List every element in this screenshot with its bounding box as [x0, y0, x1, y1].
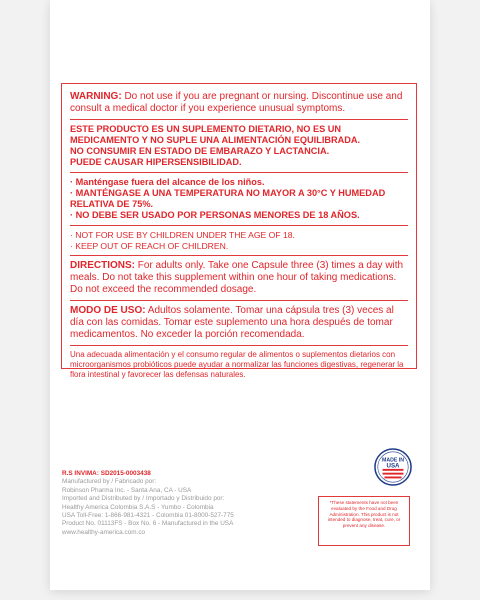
- spanish-line: NO CONSUMIR EN ESTADO DE EMBARAZO Y LACTANCIA.: [70, 146, 330, 156]
- probiotic-note: Una adecuada alimentación y el consumo regular de alimentos o suplementos dietarios con microorganismos probióticos puede ayudar a normalizar las funciones digestivas, regenerar la flora intestinal y favorecer las defensas naturales.: [70, 350, 404, 379]
- storage-section: [70, 177, 408, 226]
- warning-text: Do not use if you are pregnant or nursing. Discontinue use and consult a medical doctor if you experience unusual symptoms.: [70, 91, 403, 114]
- manufacturer-line: Product No. 01113FS - Box No. 6 - Manufactured in the USA: [62, 520, 234, 528]
- children-section: [70, 230, 408, 256]
- warning-panel: [61, 83, 417, 379]
- children-line: · KEEP OUT OF REACH OF CHILDREN.: [70, 240, 229, 251]
- storage-line: · NO DEBE SER USADO POR PERSONAS MENORES DE 18 AÑOS.: [70, 210, 360, 220]
- spanish-line: PUEDE CAUSAR HIPERSENSIBILIDAD.: [70, 157, 242, 167]
- manufacturer-line: Imported and Distributed by / Importado y Distribuido por:: [62, 495, 225, 503]
- warning-section: [70, 91, 408, 120]
- seal-line1: MADE IN: [381, 457, 405, 464]
- storage-line: · Manténgase fuera del alcance de los niños.: [70, 177, 265, 187]
- fda-disclaimer: *These statements have not been evaluated by the Food and Drug Administration. This product is not intended to diagnose, treat, cure, or prevent any disease.: [318, 496, 410, 546]
- manufacturer-line: Manufactured by / Fabricado por:: [62, 478, 157, 486]
- invima-registration: R.S INVIMA: SD2015-0003438: [62, 470, 151, 477]
- manufacturer-line: USA Toll-Free: 1-866-981-4321 - Colombia 01-8000-527-775: [62, 512, 234, 520]
- directions-section: [70, 260, 408, 301]
- modo-label: MODO DE USO:: [70, 305, 146, 316]
- manufacturer-line: Robinson Pharma Inc. - Santa Ana, CA - USA: [62, 486, 192, 494]
- spanish-warning-section: [70, 124, 408, 173]
- children-line: · NOT FOR USE BY CHILDREN UNDER THE AGE OF 18.: [70, 230, 295, 240]
- warning-label: WARNING:: [70, 91, 122, 102]
- seal-line2: USA: [386, 462, 400, 470]
- made-in-usa-seal-icon: [374, 448, 412, 486]
- directions-label: DIRECTIONS:: [70, 260, 135, 271]
- modo-de-uso-section: [70, 305, 408, 346]
- website-line: www.healthy-america.com.co: [62, 528, 146, 536]
- directions-text: For adults only. Take one Capsule three (3) times a day with meals. Do not take this supplement within one hour of taking medications. Do not exceed the recommended dosage.: [70, 260, 404, 295]
- product-box-back-panel: [50, 0, 430, 590]
- storage-line: · MANTÉNGASE A UNA TEMPERATURA NO MAYOR A 30°C Y HUMEDAD RELATIVA DE 75%.: [70, 188, 386, 209]
- spanish-line: ESTE PRODUCTO ES UN SUPLEMENTO DIETARIO, NO ES UN MEDICAMENTO Y NO SUPLE UNA ALIMENTACIÓN EQUILIBRADA.: [70, 124, 361, 145]
- manufacturer-info: [62, 470, 282, 537]
- manufacturer-line: Healthy America Colombia S.A.S - Yumbo - Colombia: [62, 503, 214, 511]
- modo-text: Adultos solamente. Tomar una cápsula tres (3) veces al día con las comidas. Tomar este suplemento una hora después de tomar medicamentos. No exceder la porción recomendada.: [70, 305, 394, 340]
